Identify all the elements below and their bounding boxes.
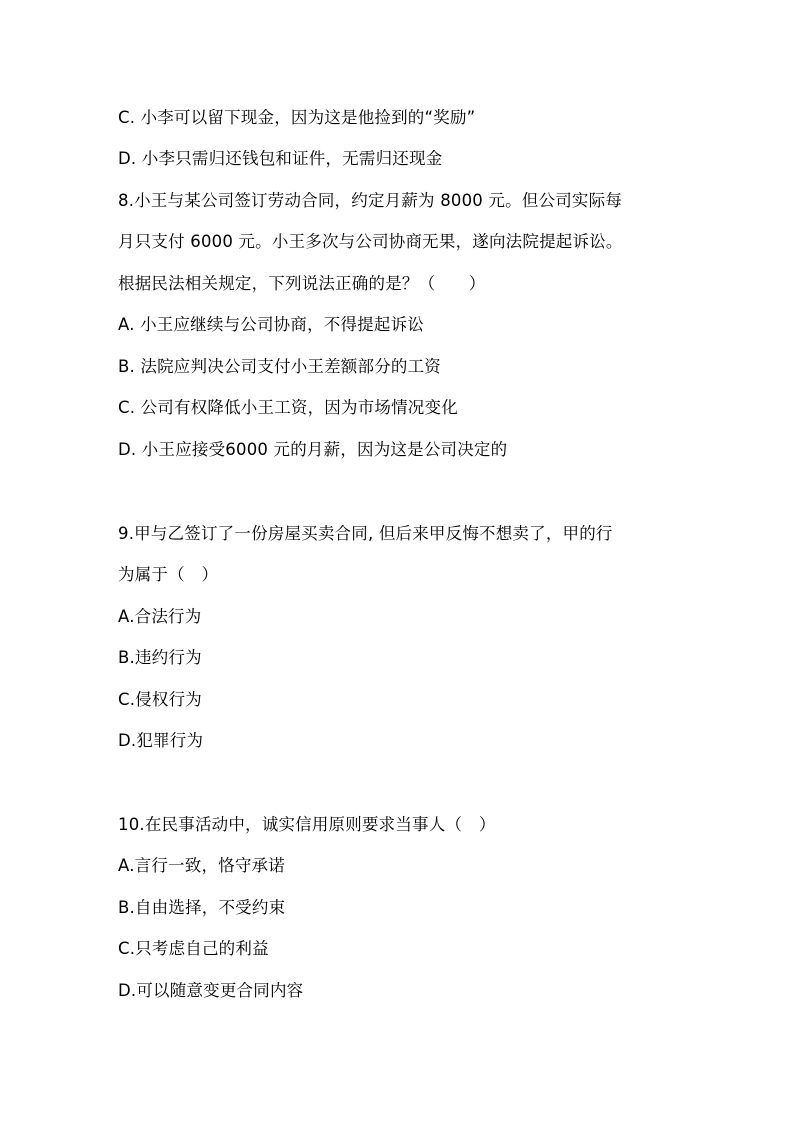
question-9-stem-line-2: 为属于（ ） — [118, 565, 219, 584]
question-10-option-a: A.言行一致，恪守承诺 — [118, 856, 285, 875]
option-d-prev: D. 小李只需归还钱包和证件，无需归还现金 — [118, 149, 443, 168]
question-8-option-d: D. 小王应接受6000 元的月薪，因为这是公司决定的 — [118, 440, 508, 459]
question-8-stem-line-1: 8.小王与某公司签订劳动合同，约定月薪为 8000 元。但公司实际每 — [118, 191, 623, 210]
question-9-stem-line-1: 9.甲与乙签订了一份房屋买卖合同, 但后来甲反悔不想卖了，甲的行 — [118, 524, 613, 543]
question-9-option-d: D.犯罪行为 — [118, 731, 204, 750]
question-10-stem-line-1: 10.在民事活动中，诚实信用原则要求当事人（ ） — [118, 815, 496, 834]
question-10-option-c: C.只考虑自己的利益 — [118, 939, 269, 958]
question-9-option-b: B.违约行为 — [118, 648, 202, 667]
question-8-option-b: B. 法院应判决公司支付小王差额部分的工资 — [118, 357, 442, 376]
question-8-option-c: C. 公司有权降低小王工资，因为市场情况变化 — [118, 398, 458, 417]
question-10-option-d: D.可以随意变更合同内容 — [118, 981, 304, 1000]
question-9-option-a: A.合法行为 — [118, 607, 202, 626]
question-9-option-c: C.侵权行为 — [118, 690, 202, 709]
question-8-option-a: A. 小王应继续与公司协商，不得提起诉讼 — [118, 315, 424, 334]
question-10-option-b: B.自由选择，不受约束 — [118, 898, 286, 917]
question-8-stem-line-3: 根据民法相关规定，下列说法正确的是？（ ） — [118, 274, 486, 293]
option-c-prev: C. 小李可以留下现金，因为这是他捡到的“奖励” — [118, 108, 476, 127]
question-8-stem-line-2: 月只支付 6000 元。小王多次与公司协商无果，遂向法院提起诉讼。 — [118, 232, 623, 251]
